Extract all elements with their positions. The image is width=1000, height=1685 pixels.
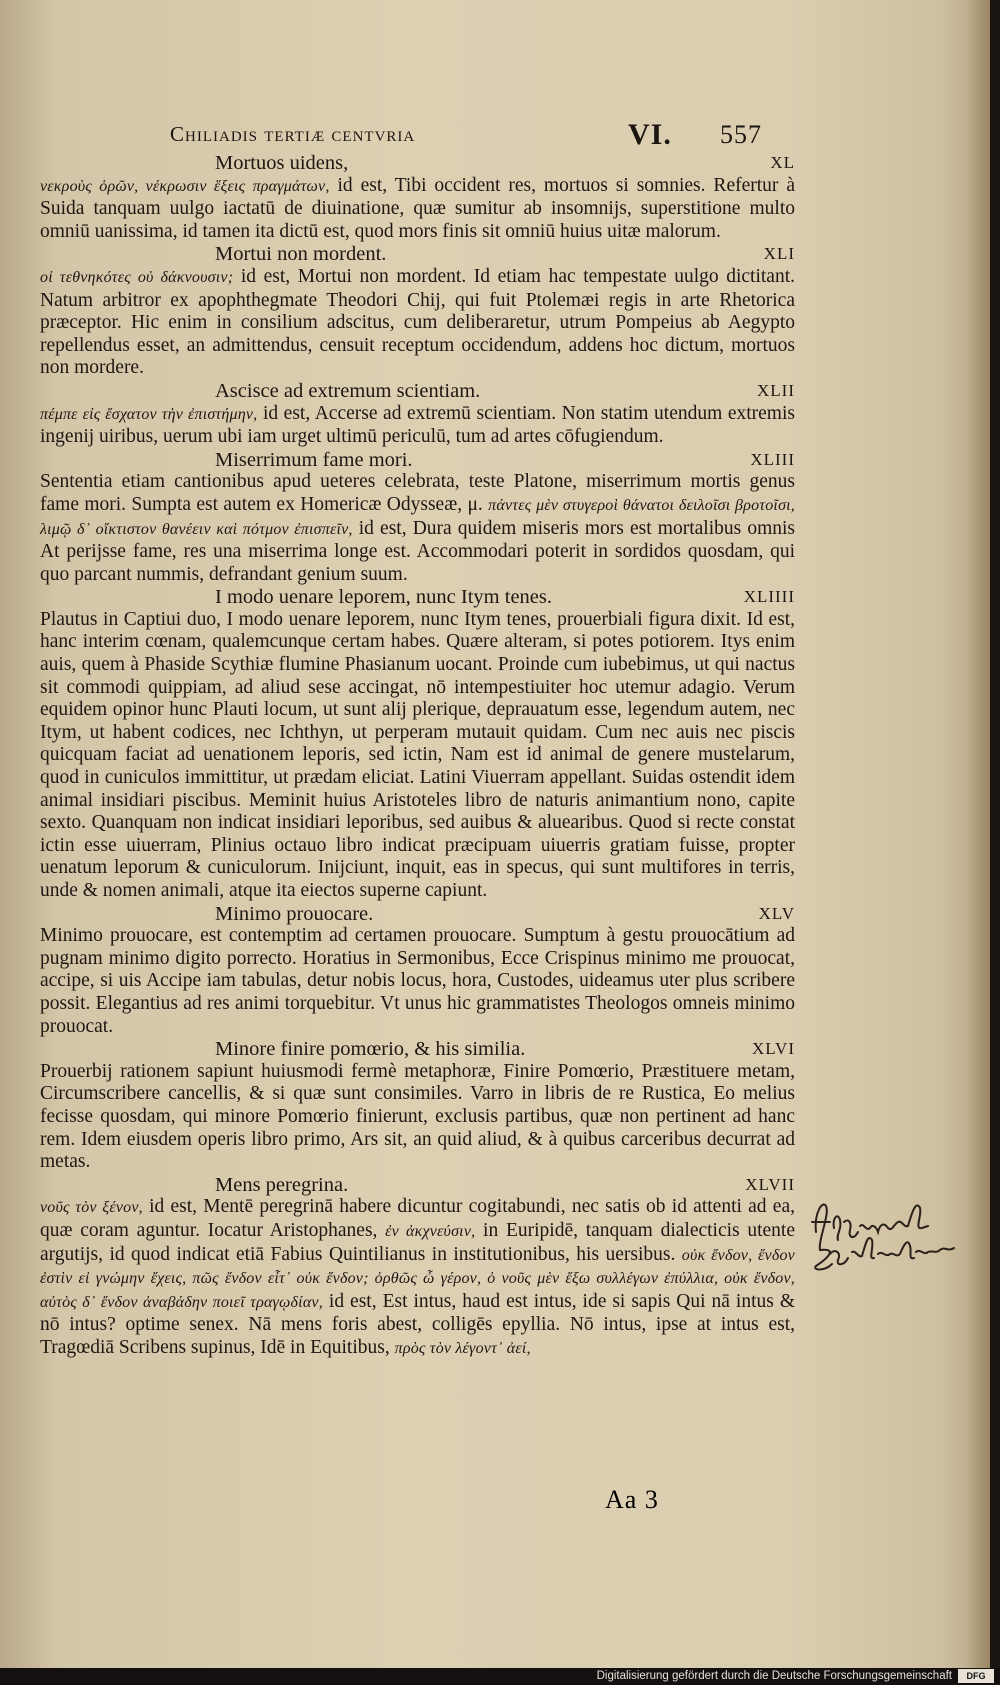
adage-title: Ascisce ad extremum scientiam.: [215, 379, 481, 402]
adage-numeral: XLVI: [751, 1039, 795, 1059]
adage-title: Minore finire pomœrio, & his similia.: [215, 1038, 526, 1061]
latin-text: id est, Est intus, haud est intus, ide si sapis Qui nā intus & nō intus? optime senex. Nā mens foris abest, colligēs epyllia. Nō intus, ipse at intus est, Tragœdiā Scribens supinus, Idē in Equitibus,: [40, 1290, 795, 1358]
adage-commentary: [40, 925, 795, 1038]
adage-heading: [40, 449, 795, 472]
adage-entry: [40, 380, 795, 449]
adage-entry: [40, 1174, 795, 1361]
adage-title: Minimo prouocare.: [215, 902, 374, 925]
adage-heading: [40, 1174, 795, 1197]
adage-commentary: [40, 403, 795, 449]
handwritten-marginalia: [808, 1192, 958, 1274]
greek-quotation: πρὸς τὸν λέγοντ᾽ ἀεί,: [394, 1339, 531, 1357]
adage-title: Mortui non mordent.: [215, 243, 387, 266]
adage-entry: [40, 586, 795, 902]
dfg-logo: DFG: [958, 1669, 994, 1683]
adage-numeral: XLIII: [750, 449, 795, 469]
page-body: [40, 152, 795, 1360]
adage-entry: [40, 903, 795, 1039]
adage-title: Mens peregrina.: [215, 1173, 349, 1196]
adage-numeral: XLIIII: [743, 587, 795, 607]
adage-commentary: [40, 175, 795, 244]
adage-heading: [40, 380, 795, 403]
greek-quotation: ἐν ἀκχνεύσιν,: [385, 1222, 476, 1240]
latin-text: id est, Mortui non mordent. Id etiam hac tempestate uulgo dictitant. Natum arbitror ex apophthegmate Theodori Chij, qui fuit Ptolemæi regis in arte Rhetorica præceptor. Hic enim in consilium adscitus, cum deliberaretur, utrum Pompeius ab Aegypto repellendus esset, an admittendus, censuit receptum occidendum, addens hoc dictum, mortuos non mordere.: [40, 265, 795, 379]
century-numeral: VI.: [628, 118, 672, 151]
greek-quotation: οὐκ ἔνδον, ἔνδον ἐστὶν εἰ γνώμην ἔχεις, πῶς ἔνδον εἶτ᾽ οὐκ ἔνδον; ὀρθῶς ὦ γέρον, ὁ νοῦς μὲν ἔξω συλλέγων ἐπύλλια, οὐκ ἔνδον, αὐτὸς δ᾽ ἔνδον ἀναβάδην ποιεῖ τραγῳδίαν,: [40, 1246, 795, 1311]
adage-entry: [40, 1038, 795, 1174]
latin-text: Prouerbij rationem sapiunt huiusmodi fermè metaphoræ, Finire Pomœrio, Præstituere metam, Circumscribere cancellis, & si quæ sunt consimiles. Varro in libris de re Rustica, Eo melius fecisse quosdam, qui minore Pomœrio finierunt, exclusis partibus, quæ non pertinent ad hanc rem. Idem eiusdem operis libro primo, Ars sit, an quid aliud, & à quibus carceribus decurrat ad metas.: [40, 1060, 795, 1173]
adage-entry: [40, 243, 795, 380]
adage-title: Mortuos uidens,: [215, 152, 349, 174]
latin-text: id est, Accerse ad extremū scientiam. Non statim utendum extremis ingenij uiribus, uerum ubi iam urget ultimū periculū, tum ad artes cōfugiendum.: [40, 402, 795, 448]
adage-title: I modo uenare leporem, nunc Itym tenes.: [215, 586, 552, 609]
greek-quotation: οἱ τεθνηκότες οὐ δάκνουσιν;: [40, 268, 234, 286]
adage-heading: [40, 1038, 795, 1061]
latin-text: id est, Mentē peregrinā habere dicuntur cogitabundi, nec satis ob id attenti ad ea, quæ coram aguntur. Iocatur Aristophanes,: [40, 1196, 795, 1241]
adage-numeral: XLVII: [745, 1174, 795, 1194]
latin-text: Sententia etiam cantionibus apud ueteres celebrata, teste Platone, miserrimum mortis genus fame mori. Sumpta est autem ex Homericæ Odysseæ, μ.: [40, 471, 795, 515]
adage-entry: [40, 449, 795, 587]
latin-text: Plautus in Captiui duo, I modo uenare leporem, nunc Itym tenes, prouerbiali figura dixit. Id est, hanc interim cœnam, qualemcunque certam habes. Quære alteram, si potes potiorem. Itys enim auis, quem à Phaside Scythiæ flumine Phasianum uocant. Proinde cum iubebimus, ut qui nactus sit commodi quippiam, ad aliud sese accingat, nō intempestiuiter hoc utemur adagio. Verum equidem opinor hunc Plauti locum, ut sunt alij plerique, deprauatum esse, legendum autem, nec Itym, ut habent codices, nec Ichthyn, ut perperam mutauit quidam. Cum nec auis nec piscis quicquam faciat ad uenationem leporis, sed ictin, Nam est id animal de genere mustelarum, quod in cuniculos immittitur, ut prædam eliciat. Latini Viuerram appellant. Suidas ostendit idem animal insidiari piscibus. Meminit huius Aristoteles libro de naturis animantium nono, capite sexto. Quanquam non indicat insidiari leporibus, sed auibus & aluearibus. Quod si recte constat ictin esse uiuerram, Plinius octauo libro indicat præcipuam uiuerris gratiam fuisse, propter uenatum leporum & cuniculorum. Inijciunt, inquit, eas in specus, qui sunt multifores in terris, unde & nomen animali, atque ita eiectos superne capiunt.: [40, 608, 795, 901]
folio-number: 557: [720, 120, 762, 149]
adage-heading: [40, 243, 795, 266]
greek-quotation: νοῦς τὸν ξένον,: [40, 1199, 143, 1217]
running-title: Chiliadis tertiæ centvria: [170, 122, 416, 146]
adage-commentary: [40, 471, 795, 586]
signature-mark: Aa 3: [605, 1485, 659, 1514]
adage-numeral: XL: [770, 153, 795, 172]
greek-quotation: νεκροὺς ὁρῶν, νέκρωσιν ἕξεις πραγμάτων,: [40, 177, 330, 195]
adage-heading: [40, 586, 795, 609]
page-header: [160, 118, 800, 151]
adage-numeral: XLV: [758, 903, 795, 923]
adage-numeral: XLII: [757, 380, 795, 400]
digitization-credit: Digitalisierung gefördert durch die Deutsche Forschungsgemeinschaft: [596, 1670, 952, 1682]
adage-commentary: [40, 1196, 795, 1360]
latin-text: id est, Dura quidem miseris mors est mortalibus omnis At perijsse fame, res una miserrima longe est. Accommodari poterit in sordidos quosdam, qui quo parcant nummis, defrandant genium suum.: [40, 517, 795, 585]
greek-quotation: πάντες μὲν στυγεροὶ θάνατοι δειλοῖσι βροτοῖσι, λιμῷ δ᾽ οἴκτιστον θανέειν καὶ πότμον ἐπισπεῖν,: [40, 496, 796, 538]
adage-heading: [40, 903, 795, 926]
adage-entry: [40, 152, 795, 243]
greek-quotation: πέμπε εἰς ἔσχατον τὴν ἐπιστήμην,: [40, 405, 258, 423]
latin-text: in Euripidē, tanquam dialecticis utente argutijs, id quod indicat etiā Fabius Quintilianus in institutionibus, his uersibus.: [40, 1219, 795, 1265]
adage-commentary: [40, 266, 795, 380]
adage-title: Miserrimum fame mori.: [215, 448, 413, 471]
latin-text: Minimo prouocare, est contemptim ad certamen prouocare. Sumptum à gestu prouocātium ad pugnam minimo digito porrecto. Horatius in Sermonibus, Ecce Crispinus minimo me prouocat, accipe, si uis Accipe iam tabulas, detur nobis locus, hora, Custodes, uideamus uter plus scribere possit. Elegantius ad res animi torquebitur. Vt unus hic grammatistes Theologos omneis minimo prouocat.: [40, 925, 795, 1037]
latin-text: id est, Tibi occident res, mortuos si somnies. Refertur à Suida tanquam uulgo iactatū de diuinatione, quæ sumitur ab insomnijs, superstitione multo omniū uanissima, id tamen ita dictū est, quod mors finis sit omniū huius uitæ malorum.: [40, 174, 795, 242]
adage-commentary: [40, 1061, 795, 1174]
adage-heading: [40, 152, 795, 175]
adage-commentary: [40, 609, 795, 903]
adage-numeral: XLI: [763, 244, 795, 264]
